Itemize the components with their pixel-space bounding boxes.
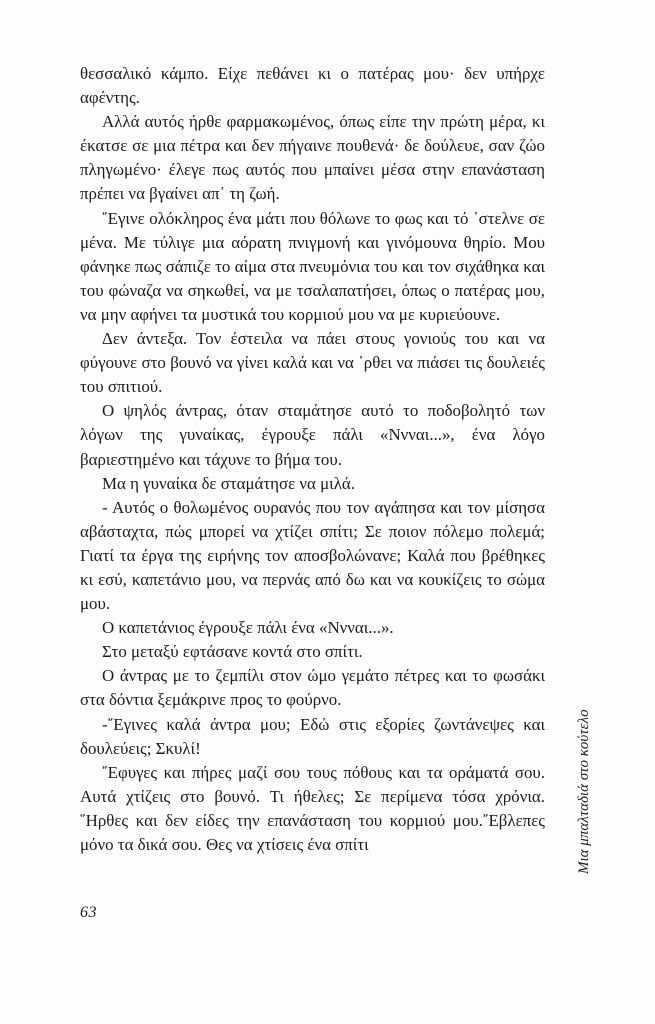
body-text bbox=[80, 62, 545, 857]
paragraph-8: Ο καπετάνιος έγρουξε πάλι ένα «Ννναι...». bbox=[102, 618, 394, 638]
paragraph-3: ῎Εγινε ολόκληρος ένα μάτι που θόλωνε το φως και τό ᾽στελνε σε μένα. Με τύλιγε μια αόρατη πνιγμονή και γινόμουνα θηρίο. Μου φάνηκε πως σάπιζε το αίμα στα πνευμόνια του και τον σιχάθηκα και του φώναζα να σηκωθεί, να με τσαλαπατήσει, όπως ο πατέρας μου, να μην αφήνει τα μυστικά του κορμιού μου να με κυριεύουνε. bbox=[80, 208, 545, 324]
running-head: Μια μπαλταδιά στο κούτελο bbox=[576, 709, 592, 874]
paragraph-9: Στο μεταξύ εφτάσανε κοντά στο σπίτι. bbox=[102, 642, 363, 662]
paragraph-7: - Αυτός ο θολωμένος ουρανός που τον αγάπησα και τον μίσησα αβάσταχτα, πώς μπορεί να χτίζει σπίτι; Σε ποιον πόλεμο πολεμά; Γιατί τα έργα της ειρήνης τον αποσβολώνανε; Καλά που βρέθηκες κι εσύ, καπετάνιο μου, να περνάς από δω και να κουκίζεις το σώμα μου. bbox=[80, 497, 545, 614]
paragraph-4: Δεν άντεξα. Τον έστειλα να πάει στους γονιούς του και να φύγουνε στο βουνό να γίνει καλά και να ᾽ρθει να πιάσει τις δουλειές του σπιτιού. bbox=[80, 329, 545, 397]
page-number: 63 bbox=[80, 904, 97, 921]
paragraph-6: Μα η γυναίκα δε σταμάτησε να μιλά. bbox=[102, 473, 355, 493]
paragraph-5: Ο ψηλός άντρας, όταν σταμάτησε αυτό το ποδοβολητό των λόγων της γυναίκας, έγρουξε πάλι «Ννναι...», ένα λόγο βαριεστημένο και τάχυνε το βήμα του. bbox=[80, 401, 545, 469]
paragraph-10: Ο άντρας με το ζεμπίλι στον ώμο γεμάτο πέτρες και το φωσάκι στα δόντια ξεμάκρινε προς το φούρνο. bbox=[80, 666, 545, 710]
paragraph-11: -῎Εγινες καλά άντρα μου; Εδώ στις εξορίες ζωντάνεψες και δουλεύεις; Σκυλί! bbox=[80, 714, 545, 758]
paragraph-2: Αλλά αυτός ήρθε φαρμακωμένος, όπως είπε την πρώτη μέρα, κι έκατσε σε μια πέτρα και δεν πήγαινε πουθενά· δε δούλευε, σαν ζώο πληγωμένο· έλεγε πως αυτός που μπαίνει μέσα στην επανάσταση πρέπει να βγαίνει απ᾽ τη ζωή. bbox=[80, 112, 545, 204]
paragraph-1: θεσσαλικό κάμπο. Είχε πεθάνει κι ο πατέρας μου· δεν υπήρχε αφέντης. bbox=[80, 64, 545, 108]
paragraph-12: ῎Εφυγες και πήρες μαζί σου τους πόθους και τα οράματά σου. Αυτά χτίζεις στο βουνό. Τι ήθελες; Σε περίμενα τόσα χρόνια. ῞Ηρθες και δεν είδες την επανάσταση του κορμιού μου.῎Εβλεπες μόνο τα δικά σου. Θες να χτίσεις ένα σπίτι bbox=[80, 762, 545, 854]
